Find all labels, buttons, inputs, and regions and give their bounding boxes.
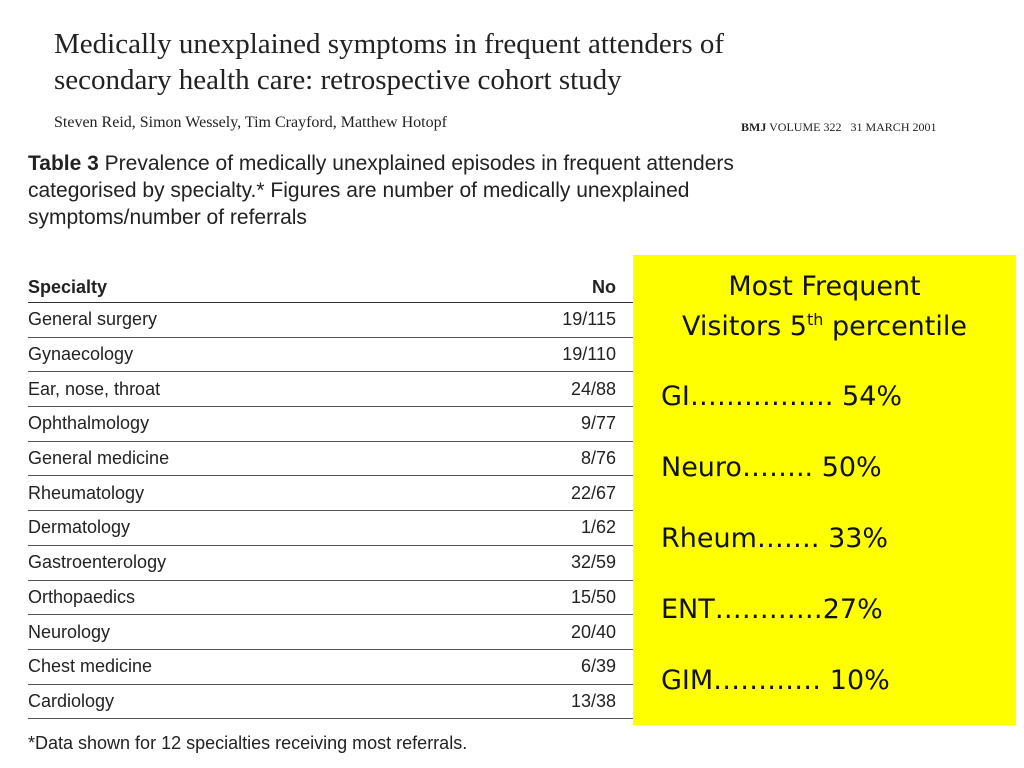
table-row [28, 407, 638, 442]
count-cell: 1/62 [425, 511, 638, 546]
count-cell: 32/59 [425, 545, 638, 580]
column-header-specialty: Specialty [28, 272, 425, 303]
table-row [28, 615, 638, 650]
journal-date: 31 MARCH 2001 [850, 120, 937, 134]
count-cell: 19/115 [425, 303, 638, 338]
stat-line: Rheum……. 33% [661, 523, 889, 554]
table-row [28, 337, 638, 372]
journal-brand: BMJ [741, 120, 767, 134]
table-row [28, 476, 638, 511]
stat-line: GIM………… 10% [661, 665, 890, 696]
stat-line: Neuro…….. 50% [661, 452, 882, 483]
author-list: Steven Reid, Simon Wessely, Tim Crayford, Matthew Hotopf [54, 114, 447, 131]
article-title-line-1: Medically unexplained symptoms in frequent attenders of [54, 28, 725, 60]
specialty-cell: Cardiology [28, 684, 425, 719]
highlight-title-line-2 [633, 307, 1016, 347]
specialty-cell: Orthopaedics [28, 580, 425, 615]
count-cell: 9/77 [425, 407, 638, 442]
highlight-title-pre: Visitors 5 [681, 311, 807, 342]
table-header-row [28, 272, 638, 303]
table-row [28, 684, 638, 719]
specialty-cell: Dermatology [28, 511, 425, 546]
journal-citation [741, 120, 936, 135]
count-cell: 22/67 [425, 476, 638, 511]
stat-line: ENT…………27% [661, 594, 883, 625]
specialty-cell: General medicine [28, 441, 425, 476]
highlight-title [633, 267, 1016, 347]
count-cell: 24/88 [425, 372, 638, 407]
table-row [28, 580, 638, 615]
table-caption-label: Table 3 [28, 152, 99, 175]
specialty-cell: Ophthalmology [28, 407, 425, 442]
table-row [28, 511, 638, 546]
specialty-cell: Gynaecology [28, 337, 425, 372]
highlight-stat-list [633, 361, 1016, 716]
highlight-box [633, 255, 1016, 725]
article-title-line-2: secondary health care: retrospective cohort study [54, 64, 622, 96]
specialty-table [28, 272, 638, 719]
table-row [28, 372, 638, 407]
specialty-cell: Rheumatology [28, 476, 425, 511]
count-cell: 6/39 [425, 649, 638, 684]
highlight-title-line-1: Most Frequent [728, 271, 921, 302]
table-footnote: *Data shown for 12 specialties receiving most referrals. [28, 733, 468, 753]
count-cell: 13/38 [425, 684, 638, 719]
article-title [54, 26, 954, 98]
specialty-cell: Gastroenterology [28, 545, 425, 580]
journal-volume: VOLUME 322 [769, 120, 842, 134]
count-cell: 8/76 [425, 441, 638, 476]
table-row [28, 649, 638, 684]
specialty-cell: Chest medicine [28, 649, 425, 684]
specialty-cell: Neurology [28, 615, 425, 650]
count-cell: 20/40 [425, 615, 638, 650]
table-caption [28, 150, 758, 231]
highlight-title-sup: th [806, 310, 824, 329]
table-caption-text: Prevalence of medically unexplained episodes in frequent attenders categorised by specialty.* Figures are number of medically unexplained symptoms/number of referrals [28, 152, 734, 229]
specialty-cell: Ear, nose, throat [28, 372, 425, 407]
specialty-cell: General surgery [28, 303, 425, 338]
table-row [28, 545, 638, 580]
count-cell: 15/50 [425, 580, 638, 615]
table-row [28, 303, 638, 338]
column-header-no: No [425, 272, 638, 303]
count-cell: 19/110 [425, 337, 638, 372]
table-row [28, 441, 638, 476]
highlight-title-post: percentile [823, 311, 967, 342]
stat-line: GI……………. 54% [661, 381, 903, 412]
